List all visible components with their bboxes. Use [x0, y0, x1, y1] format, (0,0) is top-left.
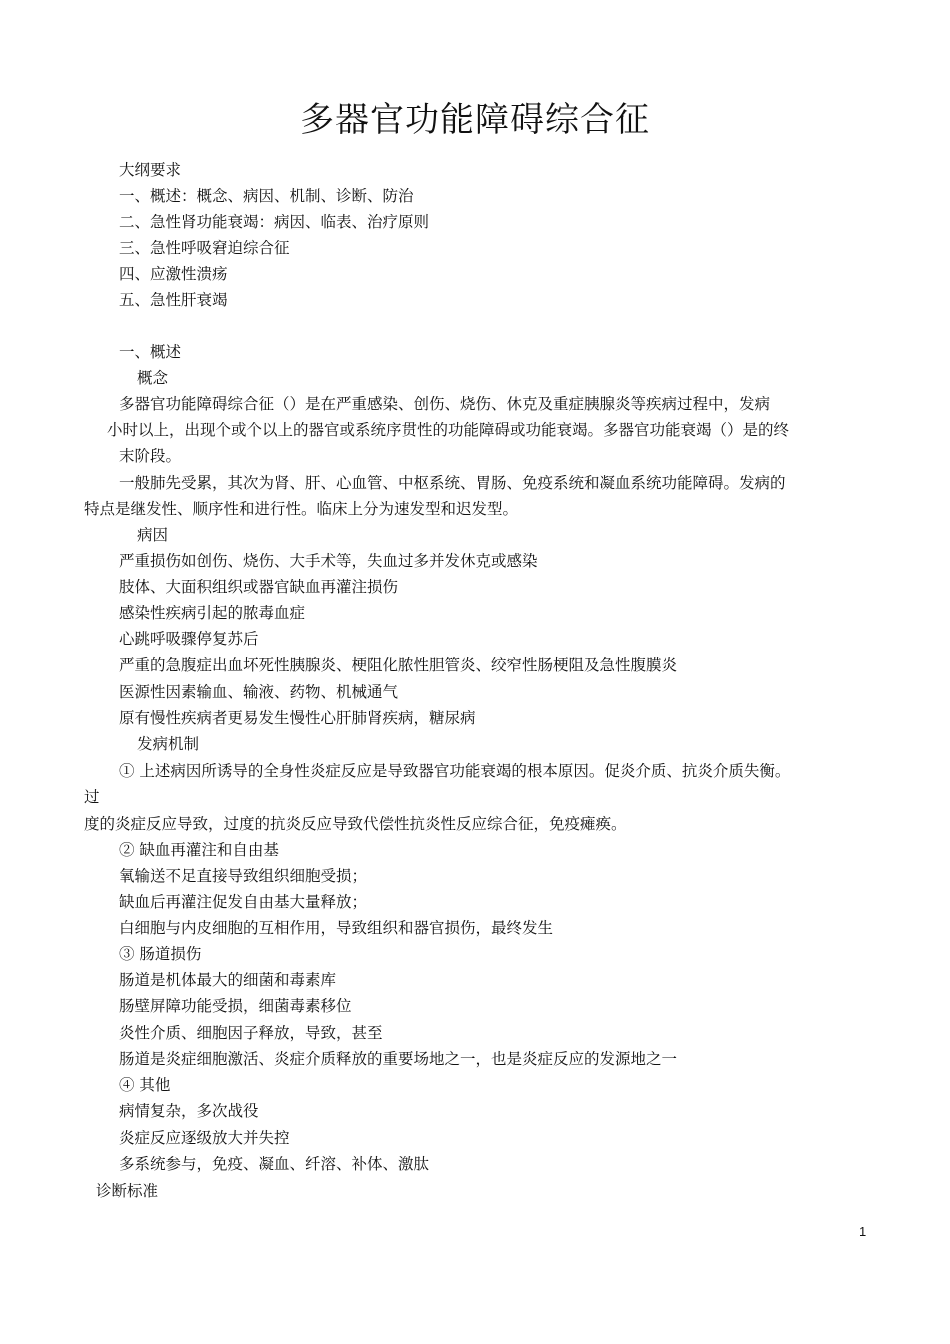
- syllabus-item: 二、急性肾功能衰竭：病因、临表、治疗原则: [119, 213, 430, 231]
- mechanism-heading: ④ 其他: [119, 1076, 171, 1094]
- paragraph-line: 多器官功能障碍综合征（）是在严重感染、创伤、烧伤、休克及重症胰腺炎等疾病过程中，发病: [119, 395, 771, 413]
- list-item: 严重损伤如创伤、烧伤、大手术等，失血过多并发休克或感染: [119, 552, 538, 570]
- paragraph-line: 度的炎症反应导致，过度的抗炎反应导致代偿性抗炎性反应综合征，免疫瘫痪。: [84, 815, 627, 833]
- paragraph-line: 过: [84, 788, 100, 806]
- syllabus-item: 四、应激性溃疡: [119, 265, 228, 283]
- list-item: 肠道是炎症细胞激活、炎症介质释放的重要场地之一，也是炎症反应的发源地之一: [119, 1050, 678, 1068]
- list-item: 氧输送不足直接导致组织细胞受损；: [119, 867, 368, 885]
- list-item: 肢体、大面积组织或器官缺血再灌注损伤: [119, 578, 399, 596]
- document-title: 多器官功能障碍综合征: [300, 100, 650, 140]
- syllabus-item: 一、概述：概念、病因、机制、诊断、防治: [119, 187, 414, 205]
- list-item: 原有慢性疾病者更易发生慢性心肝肺肾疾病，糖尿病: [119, 709, 476, 727]
- paragraph-line: 末阶段。: [119, 447, 182, 465]
- list-item: 肠道是机体最大的细菌和毒素库: [119, 971, 337, 989]
- mechanism-heading: ② 缺血再灌注和自由基: [119, 841, 279, 859]
- subsection-heading-etiology: 病因: [137, 526, 169, 544]
- list-item: 缺血后再灌注促发自由基大量释放；: [119, 893, 368, 911]
- paragraph-line: 特点是继发性、顺序性和进行性。临床上分为速发型和迟发型。: [84, 500, 519, 518]
- list-item: 心跳呼吸骤停复苏后: [119, 630, 259, 648]
- syllabus-item: 五、急性肝衰竭: [119, 291, 228, 309]
- list-item: 感染性疾病引起的脓毒血症: [119, 604, 306, 622]
- paragraph-line: ① 上述病因所诱导的全身性炎症反应是导致器官功能衰竭的根本原因。促炎介质、抗炎介质失衡。: [119, 762, 791, 780]
- list-item: 肠壁屏障功能受损，细菌毒素移位: [119, 997, 352, 1015]
- list-item: 炎性介质、细胞因子释放，导致，甚至: [119, 1024, 383, 1042]
- list-item: 病情复杂，多次战役: [119, 1102, 259, 1120]
- list-item: 严重的急腹症出血坏死性胰腺炎、梗阻化脓性胆管炎、绞窄性肠梗阻及急性腹膜炎: [119, 656, 678, 674]
- subsection-heading-mechanism: 发病机制: [137, 735, 200, 753]
- page-number: 1: [859, 1224, 867, 1239]
- subsection-heading-concept: 概念: [137, 369, 169, 387]
- syllabus-heading: 大纲要求: [119, 161, 182, 179]
- list-item: 多系统参与，免疫、凝血、纤溶、补体、激肽: [119, 1155, 430, 1173]
- mechanism-heading: ③ 肠道损伤: [119, 945, 202, 963]
- list-item: 炎症反应逐级放大并失控: [119, 1129, 290, 1147]
- syllabus-item: 三、急性呼吸窘迫综合征: [119, 239, 290, 257]
- section-heading: 一、概述: [119, 343, 182, 361]
- subsection-heading-diagnosis: 诊断标准: [96, 1182, 159, 1200]
- paragraph-line: 小时以上，出现个或个以上的器官或系统序贯性的功能障碍或功能衰竭。多器官功能衰竭（）是的终: [107, 421, 790, 439]
- list-item: 白细胞与内皮细胞的互相作用，导致组织和器官损伤，最终发生: [119, 919, 554, 937]
- paragraph-line: 一般肺先受累，其次为肾、肝、心血管、中枢系统、胃肠、免疫系统和凝血系统功能障碍。发病的: [119, 474, 786, 492]
- list-item: 医源性因素输血、输液、药物、机械通气: [119, 683, 399, 701]
